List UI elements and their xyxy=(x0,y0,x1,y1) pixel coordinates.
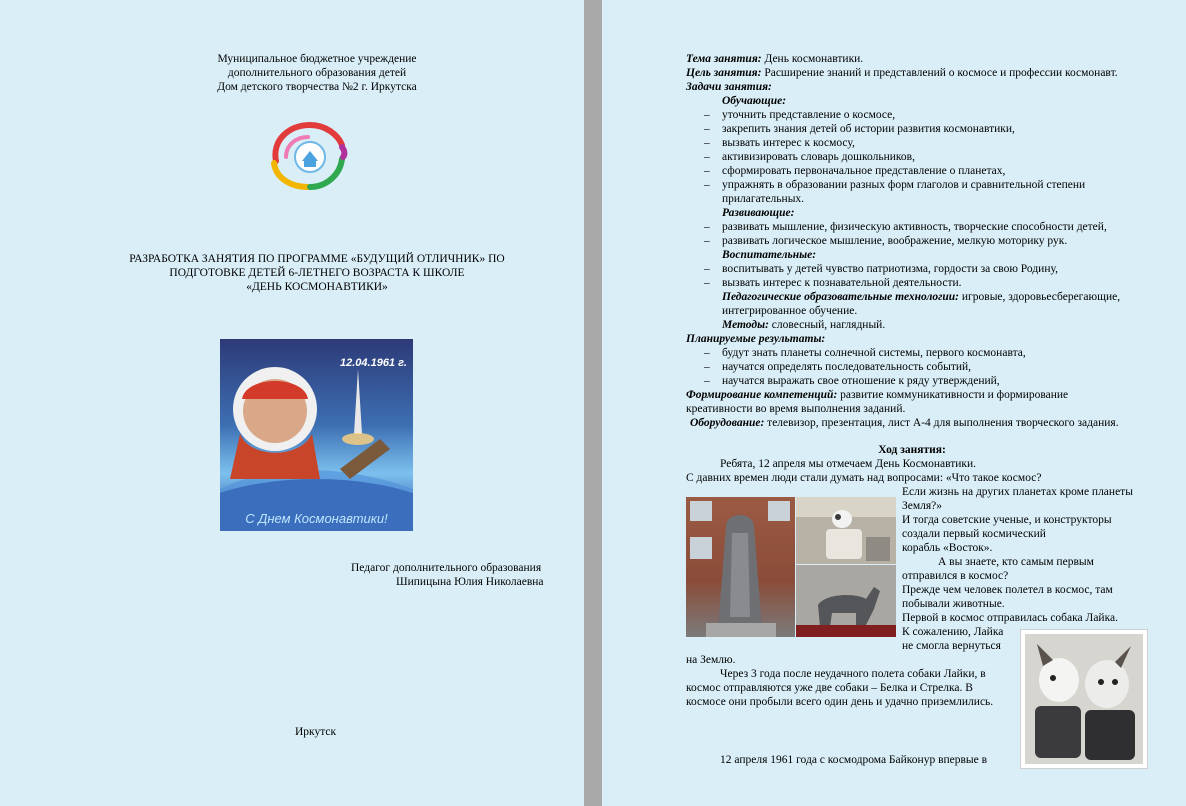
story-line: Первой в космос отправилась собака Лайка. xyxy=(902,612,1118,624)
competence-line: Формирование компетенций: развитие коммуникативности и формирование xyxy=(686,389,1069,401)
poster-caption: С Днем Космонавтики! xyxy=(245,511,388,526)
dog-training-art xyxy=(796,497,896,564)
story-line: корабль «Восток». xyxy=(902,542,993,554)
teaching-item-cont: прилагательных. xyxy=(722,193,805,205)
story-line: И тогда советские ученые, и конструкторы xyxy=(902,514,1112,526)
bullet-dash: – xyxy=(704,221,710,233)
goal-line: Цель занятия: Расширение знаний и представлений о космосе и профессии космонавт. xyxy=(686,67,1118,79)
bullet-dash: – xyxy=(704,347,710,359)
tasks-heading: Задачи занятия: xyxy=(686,81,772,93)
tech-line: Педагогические образовательные технологии: игровые, здоровьесберегающие, xyxy=(722,291,1121,303)
bullet-dash: – xyxy=(704,235,710,247)
teaching-item: упражнять в образовании разных форм глаголов и сравнительной степени xyxy=(722,179,1086,191)
belka-strelka-art xyxy=(1021,630,1147,768)
methods-line: Методы: словесный, наглядный. xyxy=(722,319,886,331)
story-line: космосе они пробыли всего один день и удачно приземлились. xyxy=(686,696,994,708)
bullet-dash: – xyxy=(704,375,710,387)
dog-training-photo xyxy=(796,497,896,564)
teaching-item: сформировать первоначальное представление о планетах, xyxy=(722,165,1006,177)
teaching-item: вызвать интерес к космосу, xyxy=(722,137,855,149)
story-line: не смогла вернуться xyxy=(902,640,1001,652)
page-cover xyxy=(0,0,584,806)
story-line: 12 апреля 1961 года с космодрома Байконур впервые в xyxy=(720,754,988,766)
equipment-line: Оборудование: телевизор, презентация, лист А-4 для выполнения творческого задания. xyxy=(690,417,1119,429)
developing-item: развивать логическое мышление, воображение, мелкую моторику рук. xyxy=(722,235,1068,247)
teaching-heading: Обучающие: xyxy=(722,95,787,107)
page-lesson xyxy=(602,0,1186,806)
story-line: создали первый космический xyxy=(902,528,1046,540)
developing-heading: Развивающие: xyxy=(722,207,795,219)
dog-statue-art xyxy=(796,565,896,637)
teacher-name: Шипицына Юлия Николаевна xyxy=(396,576,544,588)
story-line: С давних времен люди стали думать над вопросами: «Что такое космос? xyxy=(686,472,1042,484)
story-line: К сожалению, Лайка xyxy=(902,626,1004,638)
story-line: Земля?» xyxy=(902,500,943,512)
course-title: Ход занятия: xyxy=(878,444,946,456)
story-line: Ребята, 12 апреля мы отмечаем День Космонавтики. xyxy=(720,458,977,470)
page-gutter xyxy=(584,0,602,806)
ddt-logo xyxy=(266,117,350,191)
bullet-dash: – xyxy=(704,263,710,275)
monument-art xyxy=(686,497,795,637)
institution-line: Муниципальное бюджетное учреждение xyxy=(217,53,417,65)
competence-line-cont: креативности во время выполнения заданий. xyxy=(686,403,906,415)
story-line: космос отправляются уже две собаки – Белка и Стрелка. В xyxy=(686,682,973,694)
results-heading: Планируемые результаты: xyxy=(686,333,826,345)
cover-title-line: ПОДГОТОВКЕ ДЕТЕЙ 6-ЛЕТНЕГО ВОЗРАСТА К ШКОЛЕ xyxy=(169,267,465,279)
cover-city: Иркутск xyxy=(295,726,337,738)
cosmonautics-poster xyxy=(220,339,413,531)
teaching-item: активизировать словарь дошкольников, xyxy=(722,151,915,163)
story-line: Прежде чем человек полетел в космос, там xyxy=(902,584,1113,596)
developing-item: развивать мышление, физическую активность, творческие способности детей, xyxy=(722,221,1107,233)
bullet-dash: – xyxy=(704,151,710,163)
cover-title-line: «ДЕНЬ КОСМОНАВТИКИ» xyxy=(246,281,388,293)
educating-item: вызвать интерес к познавательной деятельности. xyxy=(722,277,962,289)
story-line: А вы знаете, кто самым первым xyxy=(938,556,1094,568)
teaching-item: уточнить представление о космосе, xyxy=(722,109,896,121)
result-item: научатся выражать свое отношение к ряду утверждений, xyxy=(722,375,1000,387)
belka-strelka-photo xyxy=(1020,629,1148,769)
bullet-dash: – xyxy=(704,179,710,191)
teacher-position: Педагог дополнительного образования xyxy=(351,562,542,574)
bullet-dash: – xyxy=(704,165,710,177)
educating-heading: Воспитательные: xyxy=(722,249,817,261)
bullet-dash: – xyxy=(704,361,710,373)
story-line: на Землю. xyxy=(686,654,736,666)
bullet-dash: – xyxy=(704,123,710,135)
result-item: научатся определять последовательность событий, xyxy=(722,361,972,373)
bullet-dash: – xyxy=(704,277,710,289)
bullet-dash: – xyxy=(704,137,710,149)
tech-line-cont: интегрированное обучение. xyxy=(722,305,858,317)
bullet-dash: – xyxy=(704,109,710,121)
cover-title-line: РАЗРАБОТКА ЗАНЯТИЯ ПО ПРОГРАММЕ «БУДУЩИЙ ОТЛИЧНИК» ПО xyxy=(129,253,505,265)
teaching-item: закрепить знания детей об истории развития космонавтики, xyxy=(722,123,1015,135)
story-line: побывали животные. xyxy=(902,598,1005,610)
institution-line: дополнительного образования детей xyxy=(227,67,407,79)
dog-statue-photo xyxy=(796,565,896,637)
story-line: Через 3 года после неудачного полета собаки Лайки, в xyxy=(720,668,986,680)
laika-monument-photo xyxy=(686,497,795,637)
topic-line: Тема занятия: День космонавтики. xyxy=(686,53,864,65)
institution-line: Дом детского творчества №2 г. Иркутска xyxy=(217,81,417,93)
story-line: отправился в космос? xyxy=(902,570,1009,582)
educating-item: воспитывать у детей чувство патриотизма, гордости за свою Родину, xyxy=(722,263,1058,275)
story-line: Если жизнь на других планетах кроме планеты xyxy=(902,486,1133,498)
poster-date: 12.04.1961 г. xyxy=(340,357,407,369)
result-item: будут знать планеты солнечной системы, первого космонавта, xyxy=(722,347,1026,359)
